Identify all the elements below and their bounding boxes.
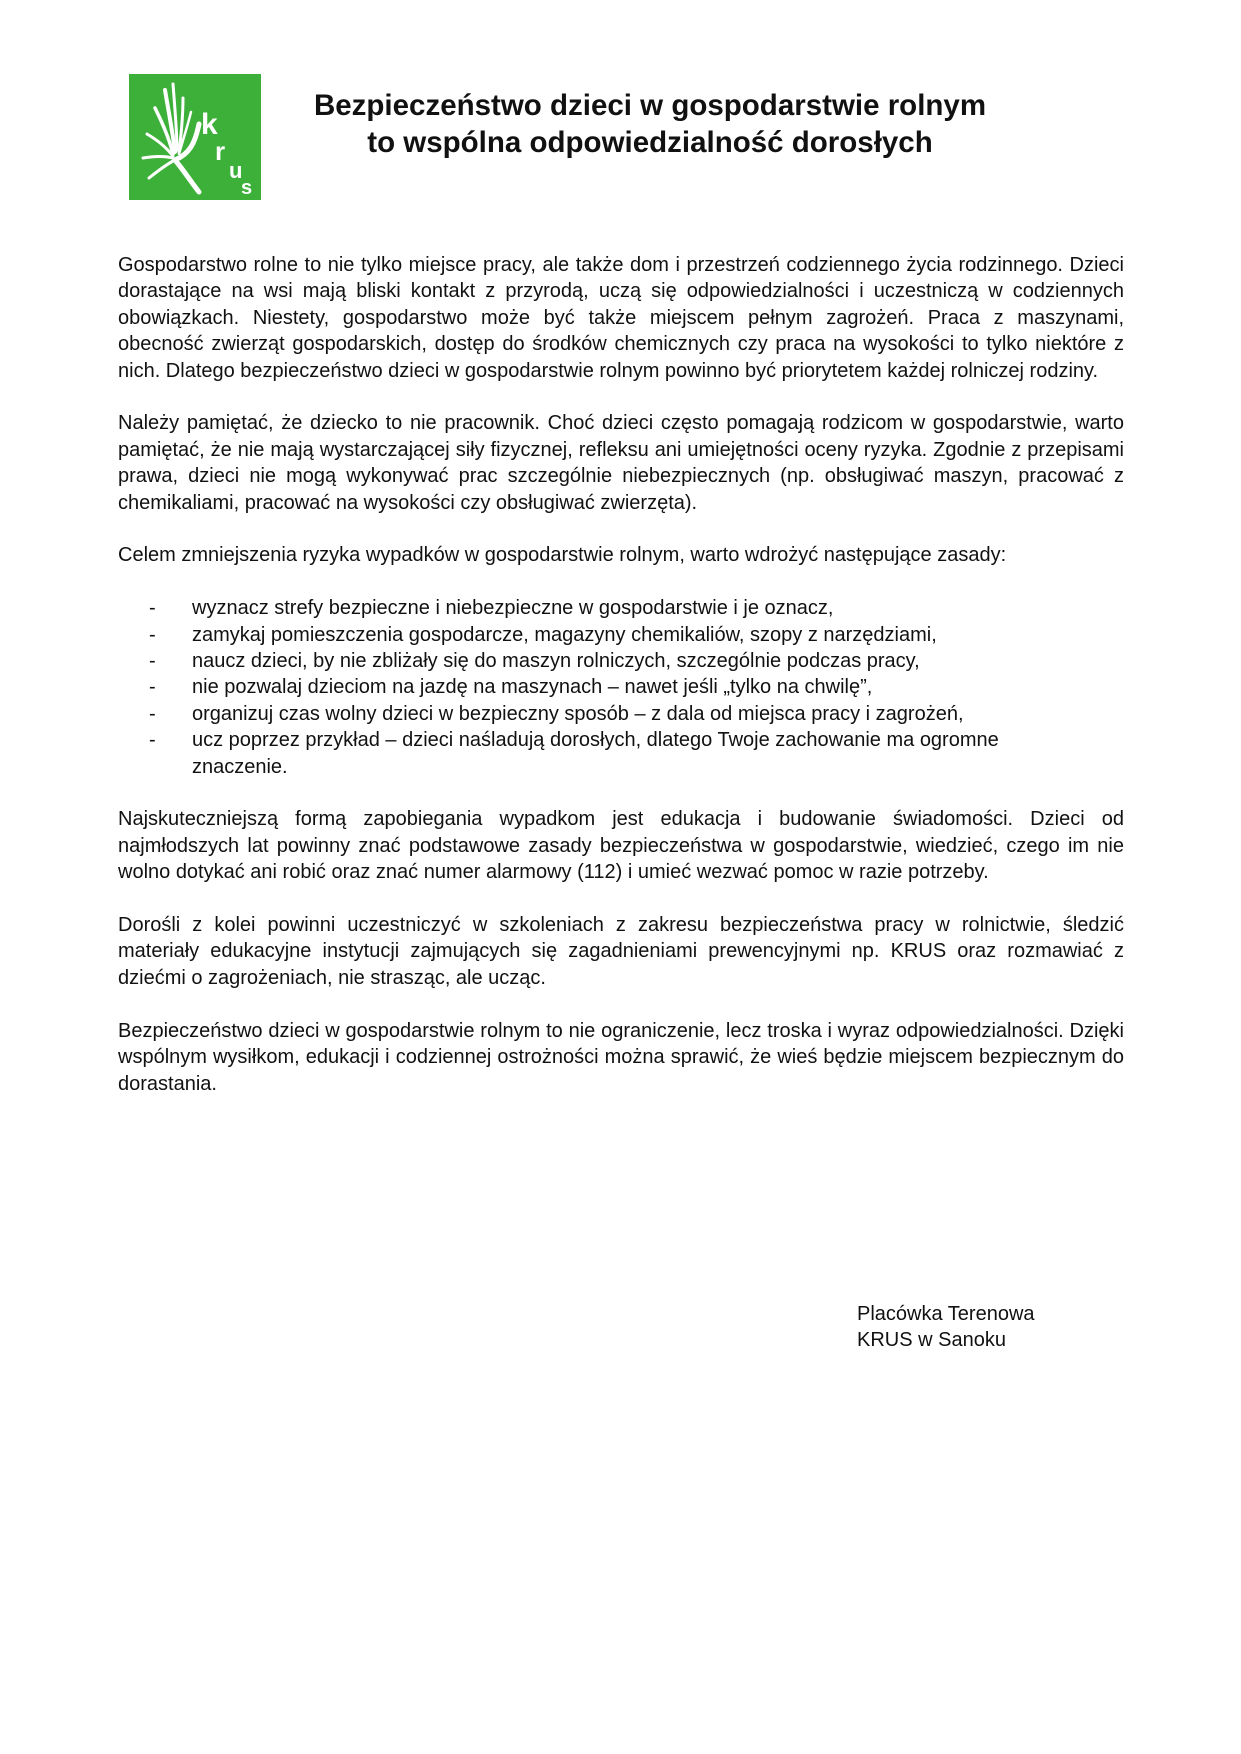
rules-list-item <box>118 674 1062 700</box>
list-bullet-dash: - <box>149 597 156 620</box>
rules-list-item <box>118 701 1062 727</box>
list-bullet-dash: - <box>149 729 156 752</box>
rules-list-item-text: organizuj czas wolny dzieci w bezpieczny sposób – z dala od miejsca pracy i zagrożeń, <box>192 702 964 725</box>
paragraph-education: Najskuteczniejszą formą zapobiegania wypadkom jest edukacja i budowanie świadomości. Dzieci od najmłodszych lat powinny znać podstawowe zasady bezpieczeństwa w gospodarstwie, wiedzieć, czego im nie wolno dotykać ani robić oraz znać numer alarmowy (112) i umieć wezwać pomoc w razie potrzeby. <box>118 808 1124 884</box>
paragraph-adults: Dorośli z kolei powinni uczestniczyć w szkoleniach z zakresu bezpieczeństwa pracy w rolnictwie, śledzić materiały edukacyjne instytucji zajmujących się zagadnieniami prewencyjnymi np. KRUS oraz rozmawiać z dziećmi o zagrożeniach, nie strasząc, ale ucząc. <box>118 914 1124 989</box>
paragraph-conclusion: Bezpieczeństwo dzieci w gospodarstwie rolnym to nie ograniczenie, lecz troska i wyraz odpowiedzialności. Dzięki wspólnym wysiłkom, edukacji i codziennej ostrożności można sprawić, że wieś będzie miejscem bezpiecznym do dorastania. <box>118 1019 1124 1095</box>
paragraph-child-not-worker: Należy pamiętać, że dziecko to nie pracownik. Choć dzieci często pomagają rodzicom w gospodarstwie, warto pamiętać, że nie mają wystarczającej siły fizycznej, refleksu ani umiejętności oceny ryzyka. Zgodnie z przepisami prawa, dzieci nie mogą wykonywać prac szczególnie niebezpiecznych (np. obsługiwać maszyn, pracować z chemikaliami, pracować na wysokości czy obsługiwać zwierzęta). <box>118 412 1124 514</box>
signature-block <box>857 1301 1035 1354</box>
list-bullet-dash: - <box>149 676 156 699</box>
rules-list-item-text: zamykaj pomieszczenia gospodarcze, magazyny chemikaliów, szopy z narzędziami, <box>192 623 937 646</box>
rules-list <box>118 595 1124 780</box>
rules-list-item-text: nie pozwalaj dzieciom na jazdę na maszynach – nawet jeśli „tylko na chwilę”, <box>192 676 873 699</box>
logo-letter-s: s <box>241 177 253 199</box>
document-title <box>270 87 1030 161</box>
signature-line-1: Placówka Terenowa <box>857 1303 1035 1325</box>
logo-letter-r: r <box>215 136 226 166</box>
krus-logo-graphic <box>129 74 261 200</box>
rules-list-item-text: ucz poprzez przykład – dzieci naśladują dorosłych, dlatego Twoje zachowanie ma ogromne znaczenie. <box>192 729 999 778</box>
rules-list-item <box>118 622 1062 648</box>
rules-list-item-text: wyznacz strefy bezpieczne i niebezpieczne w gospodarstwie i je oznacz, <box>192 597 834 620</box>
list-bullet-dash: - <box>149 623 156 646</box>
rules-list-item <box>118 595 1062 621</box>
logo-letter-u: u <box>229 158 243 183</box>
rules-list-item <box>118 727 1062 780</box>
paragraph-rules-lead: Celem zmniejszenia ryzyka wypadków w gospodarstwie rolnym, warto wdrożyć następujące zasady: <box>118 544 1007 567</box>
krus-logo <box>129 74 261 200</box>
document-body <box>118 252 1124 1123</box>
list-bullet-dash: - <box>149 702 156 725</box>
rules-list-item <box>118 648 1062 674</box>
title-line-1: Bezpieczeństwo dzieci w gospodarstwie rolnym <box>313 89 987 122</box>
list-bullet-dash: - <box>149 650 156 673</box>
signature-line-2: KRUS w Sanoku <box>857 1329 1006 1352</box>
title-line-2: to wspólna odpowiedzialność dorosłych <box>367 126 933 159</box>
logo-letter-k: k <box>201 108 218 141</box>
rules-list-item-text: naucz dzieci, by nie zbliżały się do maszyn rolniczych, szczególnie podczas pracy, <box>192 650 920 673</box>
paragraph-intro: Gospodarstwo rolne to nie tylko miejsce pracy, ale także dom i przestrzeń codziennego życia rodzinnego. Dzieci dorastające na wsi mają bliski kontakt z przyrodą, uczą się odpowiedzialności i uczestniczą w codziennych obowiązkach. Niestety, gospodarstwo może być także miejscem pełnym zagrożeń. Praca z maszynami, obecność zwierząt gospodarskich, dostęp do środków chemicznych czy praca na wysokości to tylko niektóre z nich. Dlatego bezpieczeństwo dzieci w gospodarstwie rolnym powinno być priorytetem każdej rolniczej rodziny. <box>118 254 1124 382</box>
